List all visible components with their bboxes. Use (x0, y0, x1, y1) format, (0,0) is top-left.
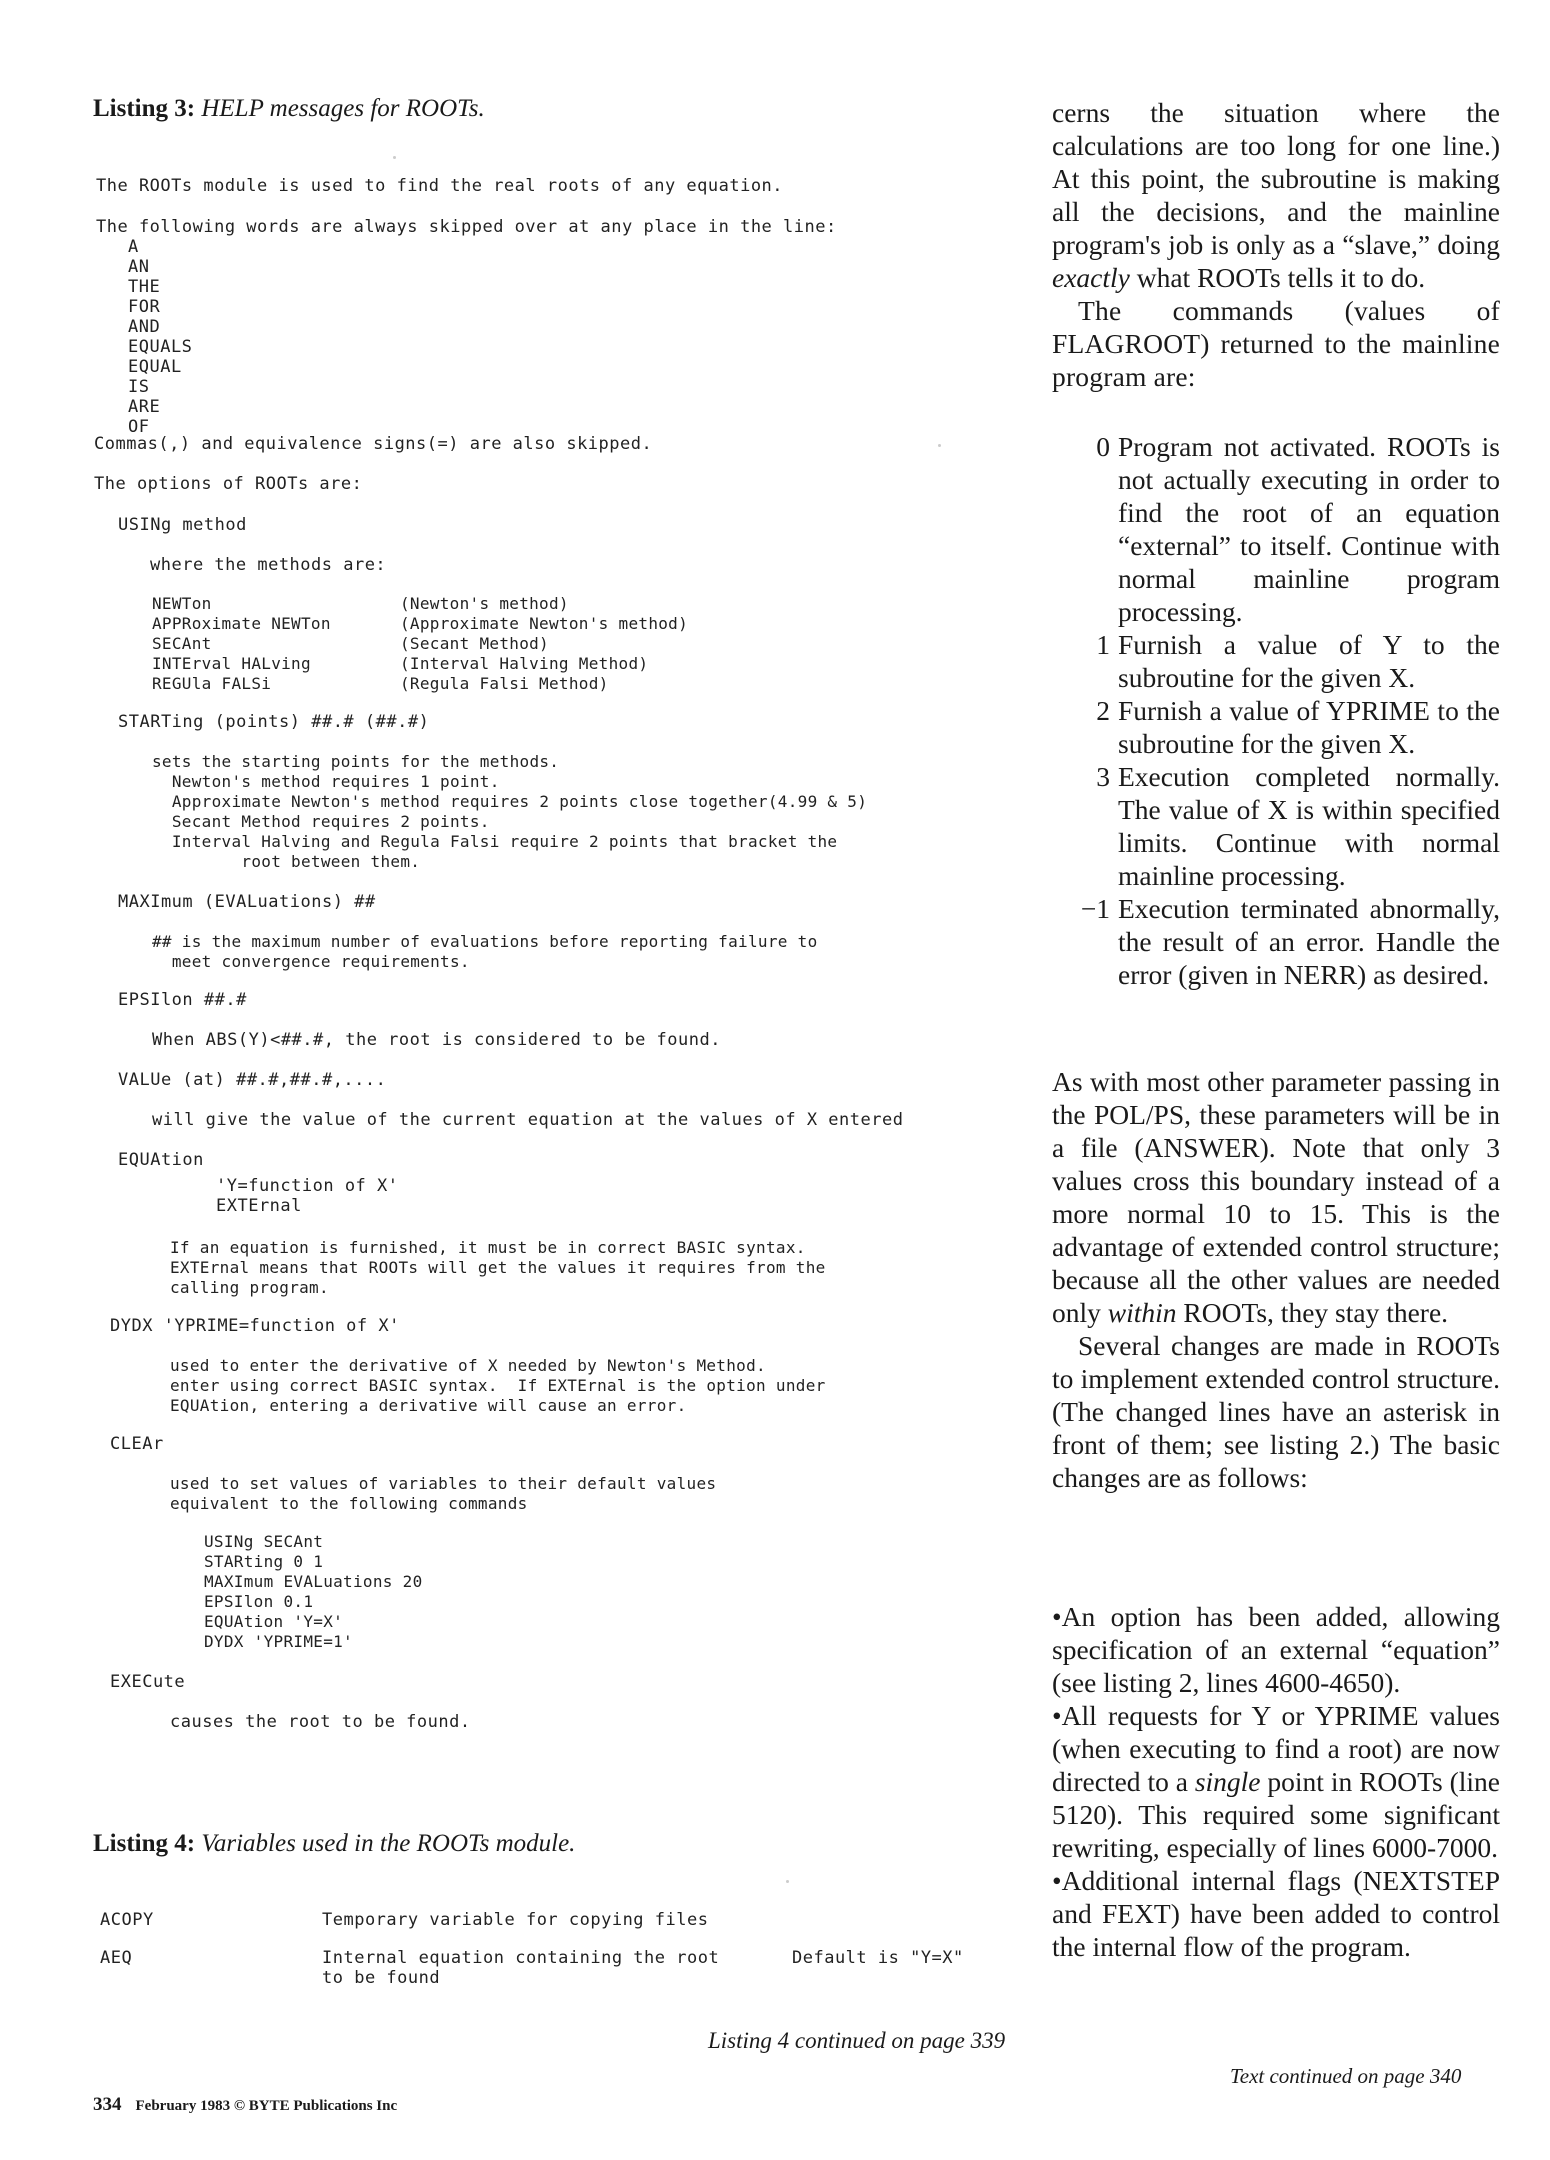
para1-text: cerns the situation where the calculations are too long for one line.) At this point, the subroutine is making all the decisions, and the mainline program's job is only as a “slave,” doing (1052, 97, 1500, 260)
page-footer (93, 2094, 397, 2116)
listing4-caption (93, 1830, 575, 1858)
command-number: 1 (1096, 629, 1110, 660)
body-paragraph-1 (1052, 96, 1500, 393)
command-item (1052, 628, 1500, 694)
command-item (1052, 892, 1500, 991)
command-text: Furnish a value of YPRIME to the subroutine for the given X. (1118, 695, 1500, 759)
clear-default-commands: USINg SECAnt STARting 0 1 MAXImum EVALuations 20 EPSIlon 0.1 EQUAtion 'Y=X' DYDX 'YPRIME=1' (204, 1532, 423, 1651)
methods-list: NEWTon APPRoximate NEWTon SECAnt INTErval HALving REGUla FALSi (152, 594, 331, 693)
bullet-text: All requests for Y or YPRIME values (when executing to find a root) are now directed to a (1052, 1700, 1500, 1797)
bullet-text: An option has been added, allowing specification of an external “equation” (see listing 2, lines 4600-4650). (1052, 1601, 1500, 1698)
command-item (1052, 760, 1500, 892)
dydx-option-head: DYDX 'YPRIME=function of X' (110, 1316, 400, 1336)
execute-option-head: EXECute (110, 1672, 186, 1692)
epsilon-option-head: EPSIlon ##.# (118, 990, 247, 1010)
equation-option-choices: 'Y=function of X' EXTErnal (216, 1176, 399, 1216)
bullet-text-tail: point in ROOTs (line 5120). This required some significant rewriting, especially of lines 6000-7000. (1052, 1766, 1501, 1863)
methods-descriptions: (Newton's method) (Approximate Newton's method) (Secant Method) (Interval Halving Method) (Regula Falsi Method) (400, 594, 689, 693)
publication-credit: February 1983 © BYTE Publications Inc (135, 2098, 398, 2114)
listing3-intro: The ROOTs module is used to find the real roots of any equation. (96, 176, 784, 196)
para3-text: As with most other parameter passing in the POL/PS, these parameters will be in a file (ANSWER). Note that only 3 values cross this boundary instead of a more normal 10 to 15. This is the advantage of extended control structure; because all the other values are needed only (1052, 1066, 1500, 1328)
clear-option-body: used to set values of variables to their default values equivalent to the following commands (170, 1474, 717, 1513)
scan-speck (393, 156, 396, 159)
variable-name-aeq: AEQ (100, 1948, 133, 1968)
bullet-item (1052, 1699, 1500, 1864)
listing3-caption (93, 95, 485, 123)
bullet-dot-icon: • (1052, 1700, 1062, 1731)
para3-tail: ROOTs, they stay there. (1183, 1297, 1449, 1328)
text-continued-note: Text continued on page 340 (1230, 2064, 1462, 2088)
bullet-text: Additional internal flags (NEXTSTEP and FEXT) have been added to control the internal flow of the program. (1052, 1865, 1500, 1962)
listing3-commas-line: Commas(,) and equivalence signs(=) are also skipped. (94, 434, 653, 454)
listing3-skip-words: A AN THE FOR AND EQUALS EQUAL IS ARE OF (128, 237, 193, 437)
epsilon-option-body: When ABS(Y)<##.#, the root is considered to be found. (152, 1030, 721, 1050)
command-text: Execution completed normally. The value of X is within specified limits. Continue with normal mainline processing. (1118, 761, 1500, 891)
bullet-dot-icon: • (1052, 1865, 1062, 1896)
para1-tail: what ROOTs tells it to do. (1136, 262, 1426, 293)
changes-bullet-list (1052, 1600, 1500, 1963)
bullet-item (1052, 1600, 1500, 1699)
para1-emphasis: exactly (1052, 262, 1130, 293)
para3-emphasis: within (1107, 1297, 1177, 1328)
value-option-head: VALUe (at) ##.#,##.#,.... (118, 1070, 387, 1090)
variable-default-aeq: Default is "Y=X" (792, 1948, 964, 1968)
maximum-option-body: ## is the maximum number of evaluations before reporting failure to meet convergence requirements. (152, 932, 818, 971)
body-paragraph-4: Several changes are made in ROOTs to implement extended control structure. (The changed lines have an asterisk in front of them; see listing 2.) The basic changes are as follows: (1052, 1330, 1500, 1493)
clear-option-head: CLEAr (110, 1434, 164, 1454)
command-number: 2 (1096, 695, 1110, 726)
command-item (1052, 430, 1500, 628)
command-number: −1 (1080, 893, 1110, 924)
command-number: 0 (1096, 431, 1110, 462)
variable-desc-acopy: Temporary variable for copying files (322, 1910, 709, 1930)
using-option-head: USINg method (118, 515, 247, 535)
command-text: Program not activated. ROOTs is not actually executing in order to find the root of an equation “external” to itself. Continue with normal mainline program processing. (1118, 431, 1500, 627)
page-number: 334 (93, 2094, 122, 2115)
bullet-dot-icon: • (1052, 1601, 1062, 1632)
command-item (1052, 694, 1500, 760)
equation-option-body: If an equation is furnished, it must be in correct BASIC syntax. EXTErnal means that ROOTs will get the values it requires from the calling program. (170, 1238, 826, 1297)
command-text: Execution terminated abnormally, the result of an error. Handle the error (given in NERR) as desired. (1118, 893, 1500, 990)
listing3-caption-title: HELP messages for ROOTs. (201, 95, 485, 122)
starting-option-body: sets the starting points for the methods. Newton's method requires 1 point. Approximate Newton's method requires 2 points close together(4.99 & 5) Secant Method requires 2 points. Interval Halving and Regula Falsi require 2 points that bracket the root between them. (152, 752, 868, 871)
listing3-skip-intro: The following words are always skipped over at any place in the line: (96, 217, 837, 237)
using-where-line: where the methods are: (150, 555, 387, 575)
variable-desc-aeq: Internal equation containing the root to be found (322, 1948, 720, 1988)
bullet-item (1052, 1864, 1500, 1963)
variable-name-acopy: ACOPY (100, 1910, 154, 1930)
starting-option-head: STARTing (points) ##.# (##.#) (118, 712, 430, 732)
body-paragraph-2: The commands (values of FLAGROOT) returned to the mainline program are: (1052, 295, 1500, 392)
listing3-caption-label: Listing 3: (93, 95, 196, 122)
maximum-option-head: MAXImum (EVALuations) ## (118, 892, 376, 912)
execute-option-body: causes the root to be found. (170, 1712, 471, 1732)
body-paragraph-3 (1052, 1065, 1500, 1494)
listing4-caption-label: Listing 4: (93, 1830, 196, 1857)
scan-speck (786, 1880, 789, 1883)
value-option-body: will give the value of the current equation at the values of X entered (152, 1110, 904, 1130)
listing3-options-intro: The options of ROOTs are: (94, 474, 363, 494)
dydx-option-body: used to enter the derivative of X needed by Newton's Method. enter using correct BASIC syntax. If EXTErnal is the option under EQUAtion, entering a derivative will cause an error. (170, 1356, 826, 1415)
flagroot-command-list (1052, 430, 1500, 991)
bullet-emphasis: single (1194, 1766, 1261, 1797)
scan-speck (938, 444, 941, 447)
equation-option-head: EQUAtion (118, 1150, 204, 1170)
command-number: 3 (1096, 761, 1110, 792)
listing4-continued-note: Listing 4 continued on page 339 (708, 2028, 1006, 2053)
listing4-caption-title: Variables used in the ROOTs module. (201, 1830, 576, 1857)
command-text: Furnish a value of Y to the subroutine for the given X. (1118, 629, 1500, 693)
